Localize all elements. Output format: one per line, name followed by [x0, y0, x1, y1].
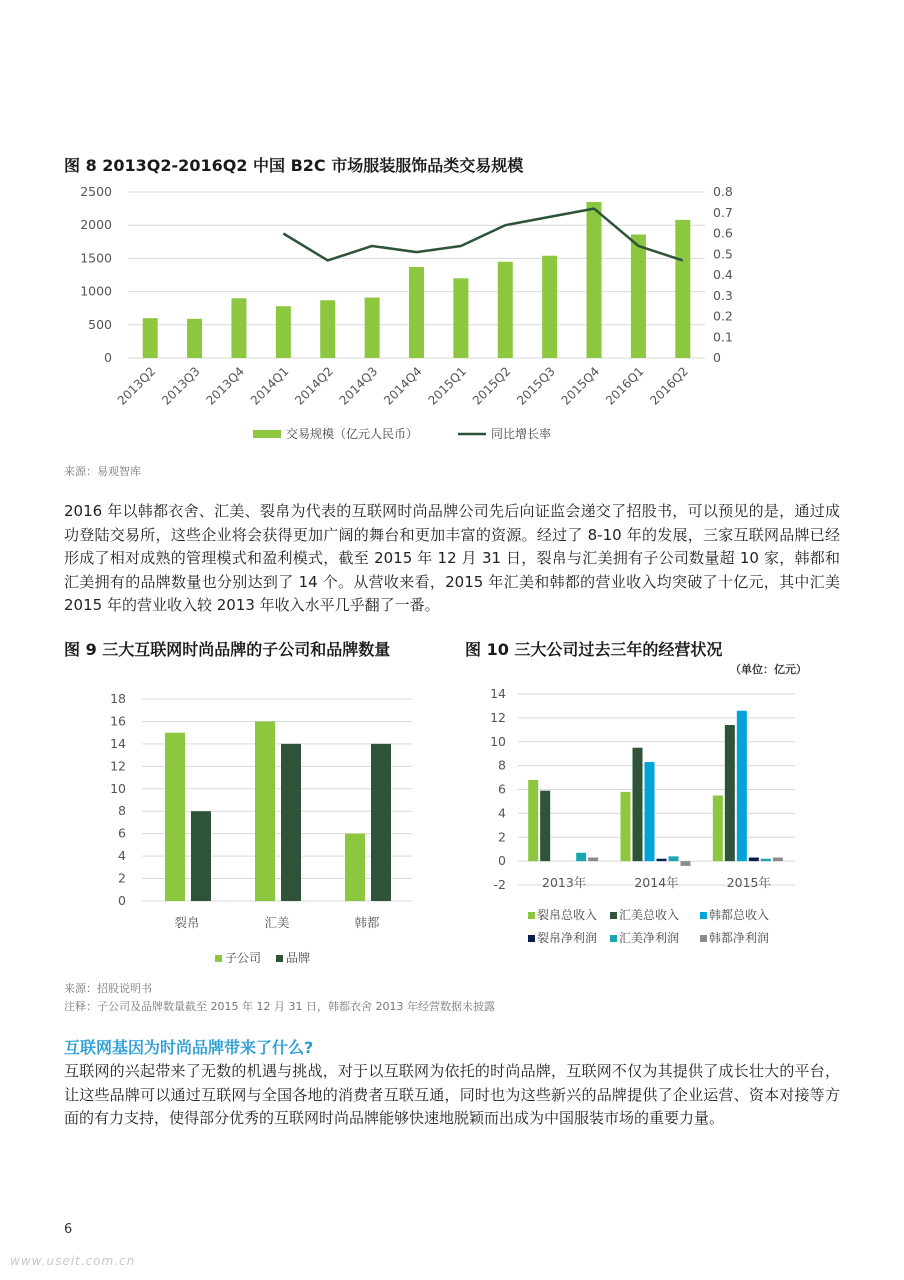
- y-tick-label: 14: [110, 735, 126, 751]
- fig9-chart: [60, 678, 460, 973]
- bar: [633, 748, 643, 861]
- bar: [365, 298, 380, 358]
- x-tick-label: 2013年: [542, 875, 587, 891]
- bar: [713, 795, 723, 861]
- x-tick-label: 韩都: [354, 915, 380, 930]
- x-tick-label: 2013Q4: [203, 364, 248, 408]
- bar: [231, 298, 246, 358]
- fig9-title: 图 9 三大互联网时尚品牌的子公司和品牌数量: [64, 640, 391, 659]
- bar: [528, 780, 538, 861]
- body-paragraph-2: 互联网的兴起带来了无数的机遇与挑战，对于以互联网为依托的时尚品牌，互联网不仅为其提供了成长壮大的平台，让这些品牌可以通过互联网与全国各地的消费者互联互通，同时也为这些新兴的品牌提供了企业运营、资本对接等方面的有力支持，使得部分优秀的互联网时尚品牌能够快速地脱颖而出成为中国服装市场的重要力量。: [64, 1062, 840, 1127]
- bar: [588, 858, 598, 862]
- y-tick-label: 4: [118, 848, 126, 864]
- y-tick-label: 8: [498, 757, 506, 773]
- bar: [371, 744, 391, 901]
- legend-swatch: [610, 935, 617, 942]
- bar: [498, 262, 513, 358]
- y-tick-label: 10: [110, 780, 126, 796]
- y-tick-label-right: 0.3: [713, 287, 733, 303]
- y-tick-label: 2: [118, 870, 126, 886]
- bar: [749, 858, 759, 862]
- legend-swatch: [528, 935, 535, 942]
- x-tick-label: 2015年: [726, 875, 771, 891]
- bar: [409, 267, 424, 358]
- y-tick-label-right: 0.2: [713, 308, 733, 324]
- y-tick-label-right: 0.1: [713, 329, 733, 345]
- bar: [345, 834, 365, 901]
- bar: [645, 762, 655, 861]
- series-line: [283, 209, 682, 261]
- legend-label-bar: 交易规模（亿元人民币）: [286, 427, 419, 441]
- fig8-title: 图 8 2013Q2-2016Q2 中国 B2C 市场服装服饰品类交易规模: [64, 156, 524, 175]
- legend-label: 汇美净利润: [619, 931, 680, 945]
- x-tick-label: 2016Q2: [647, 364, 691, 408]
- x-tick-label: 2013Q3: [159, 364, 203, 408]
- legend-swatch: [276, 955, 283, 962]
- body-paragraph-1: 2016 年以韩都衣舍、汇美、裂帛为代表的互联网时尚品牌公司先后向证监会递交了招股书，可以预见的是，通过成功登陆交易所，这些企业将会获得更加广阔的舞台和更加丰富的资源。经过了 8-10 年的发展，三家互联网品牌已经形成了相对成熟的管理模式和盈利模式，截至 2015 年 12 月 31 日，裂帛与汇美拥有子公司数量超 10 家，韩都和汇美拥有的品牌数量也分别达到了 14 个。从营收来看，2015 年汇美和韩都的营业收入均突破了十亿元，其中汇美 2015 年的营业收入较 2013 年收入水平几乎翻了一番。: [64, 502, 840, 614]
- bar: [761, 859, 771, 861]
- bar: [255, 721, 275, 901]
- fig8-source: 来源：易观智库: [64, 465, 141, 478]
- y-tick-label: 14: [490, 686, 506, 701]
- y-tick-label: 12: [490, 709, 506, 725]
- legend-label: 裂帛净利润: [537, 931, 598, 945]
- legend-label-line: 同比增长率: [491, 427, 552, 441]
- bar: [187, 319, 202, 358]
- legend-label: 子公司: [225, 951, 262, 965]
- fig8-chart: [60, 178, 780, 460]
- y-tick-label-left: 1000: [80, 283, 112, 299]
- y-tick-label-right: 0.8: [713, 184, 733, 199]
- x-tick-label: 2014Q4: [381, 364, 425, 408]
- y-tick-label-right: 0: [713, 350, 721, 365]
- y-tick-label-right: 0.7: [713, 204, 733, 220]
- fig9-10-source: 来源：招股说明书: [64, 982, 152, 995]
- legend-label: 汇美总收入: [619, 908, 680, 922]
- bar: [657, 859, 667, 861]
- x-tick-label: 2015Q2: [469, 364, 514, 408]
- x-tick-label: 2014Q3: [336, 364, 381, 408]
- y-tick-label-right: 0.5: [713, 246, 733, 262]
- legend-label: 品牌: [286, 951, 311, 965]
- x-tick-label: 2014Q2: [292, 364, 336, 408]
- y-tick-label-left: 2000: [80, 217, 112, 233]
- bar: [725, 725, 735, 861]
- y-tick-label-left: 500: [88, 316, 112, 332]
- y-tick-label-right: 0.4: [713, 267, 733, 282]
- bar: [191, 811, 211, 901]
- y-tick-label-right: 0.6: [713, 225, 733, 241]
- bar: [675, 220, 690, 358]
- bar: [542, 256, 557, 358]
- x-tick-label: 2014年: [634, 875, 679, 891]
- bar: [143, 318, 158, 358]
- legend-swatch: [610, 912, 617, 919]
- section-heading: 互联网基因为时尚品牌带来了什么?: [64, 1038, 314, 1057]
- x-tick-label: 2015Q1: [425, 364, 470, 408]
- bar: [165, 733, 185, 901]
- y-tick-label: 0: [118, 893, 126, 908]
- bar: [276, 306, 291, 358]
- x-tick-label: 2014Q1: [247, 364, 292, 408]
- bar: [631, 234, 646, 358]
- bar: [773, 858, 783, 862]
- y-tick-label: 6: [498, 781, 506, 797]
- x-tick-label: 裂帛: [174, 915, 200, 930]
- y-tick-label: 8: [118, 803, 126, 819]
- x-tick-label: 2016Q1: [602, 364, 647, 408]
- watermark: www.useit.com.cn: [10, 1254, 136, 1268]
- note-text: 注释：子公司及品牌数量截至 2015 年 12 月 31 日，韩都衣舍 2013 年经营数据未披露: [64, 1000, 495, 1013]
- bar: [621, 792, 631, 861]
- y-tick-label: 2: [498, 829, 506, 845]
- bar: [453, 278, 468, 358]
- bar: [281, 744, 301, 901]
- fig10-chart: [470, 678, 850, 950]
- x-tick-label: 2015Q3: [514, 364, 558, 408]
- x-tick-label: 2015Q4: [558, 364, 603, 408]
- bar: [320, 300, 335, 358]
- bar: [540, 791, 550, 861]
- fig10-unit: （单位：亿元）: [730, 663, 807, 676]
- legend-label: 韩都净利润: [709, 931, 770, 945]
- y-tick-label: -2: [493, 877, 506, 892]
- y-tick-label-left: 1500: [80, 250, 112, 266]
- legend-swatch: [700, 912, 707, 919]
- legend-swatch: [700, 935, 707, 942]
- x-tick-label: 2013Q2: [114, 364, 159, 408]
- y-tick-label: 16: [110, 713, 126, 729]
- y-tick-label-left: 0: [104, 350, 112, 365]
- fig10-title: 图 10 三大公司过去三年的经营状况: [465, 640, 723, 659]
- y-tick-label: 12: [110, 758, 126, 774]
- y-tick-label-left: 2500: [80, 184, 112, 199]
- bar: [737, 711, 747, 861]
- page-number: 6: [64, 1222, 73, 1237]
- y-tick-label: 10: [490, 733, 506, 749]
- legend-swatch-bar: [253, 430, 281, 438]
- bar: [576, 853, 586, 861]
- x-tick-label: 汇美: [264, 915, 290, 930]
- legend-label: 裂帛总收入: [537, 908, 598, 922]
- legend-label: 韩都总收入: [709, 908, 770, 922]
- y-tick-label: 0: [498, 853, 506, 869]
- legend-swatch: [528, 912, 535, 919]
- y-tick-label: 4: [498, 805, 506, 821]
- bar: [681, 861, 691, 866]
- bar: [669, 856, 679, 861]
- y-tick-label: 18: [110, 691, 126, 706]
- bar: [587, 202, 602, 358]
- legend-swatch: [215, 955, 222, 962]
- y-tick-label: 6: [118, 825, 126, 841]
